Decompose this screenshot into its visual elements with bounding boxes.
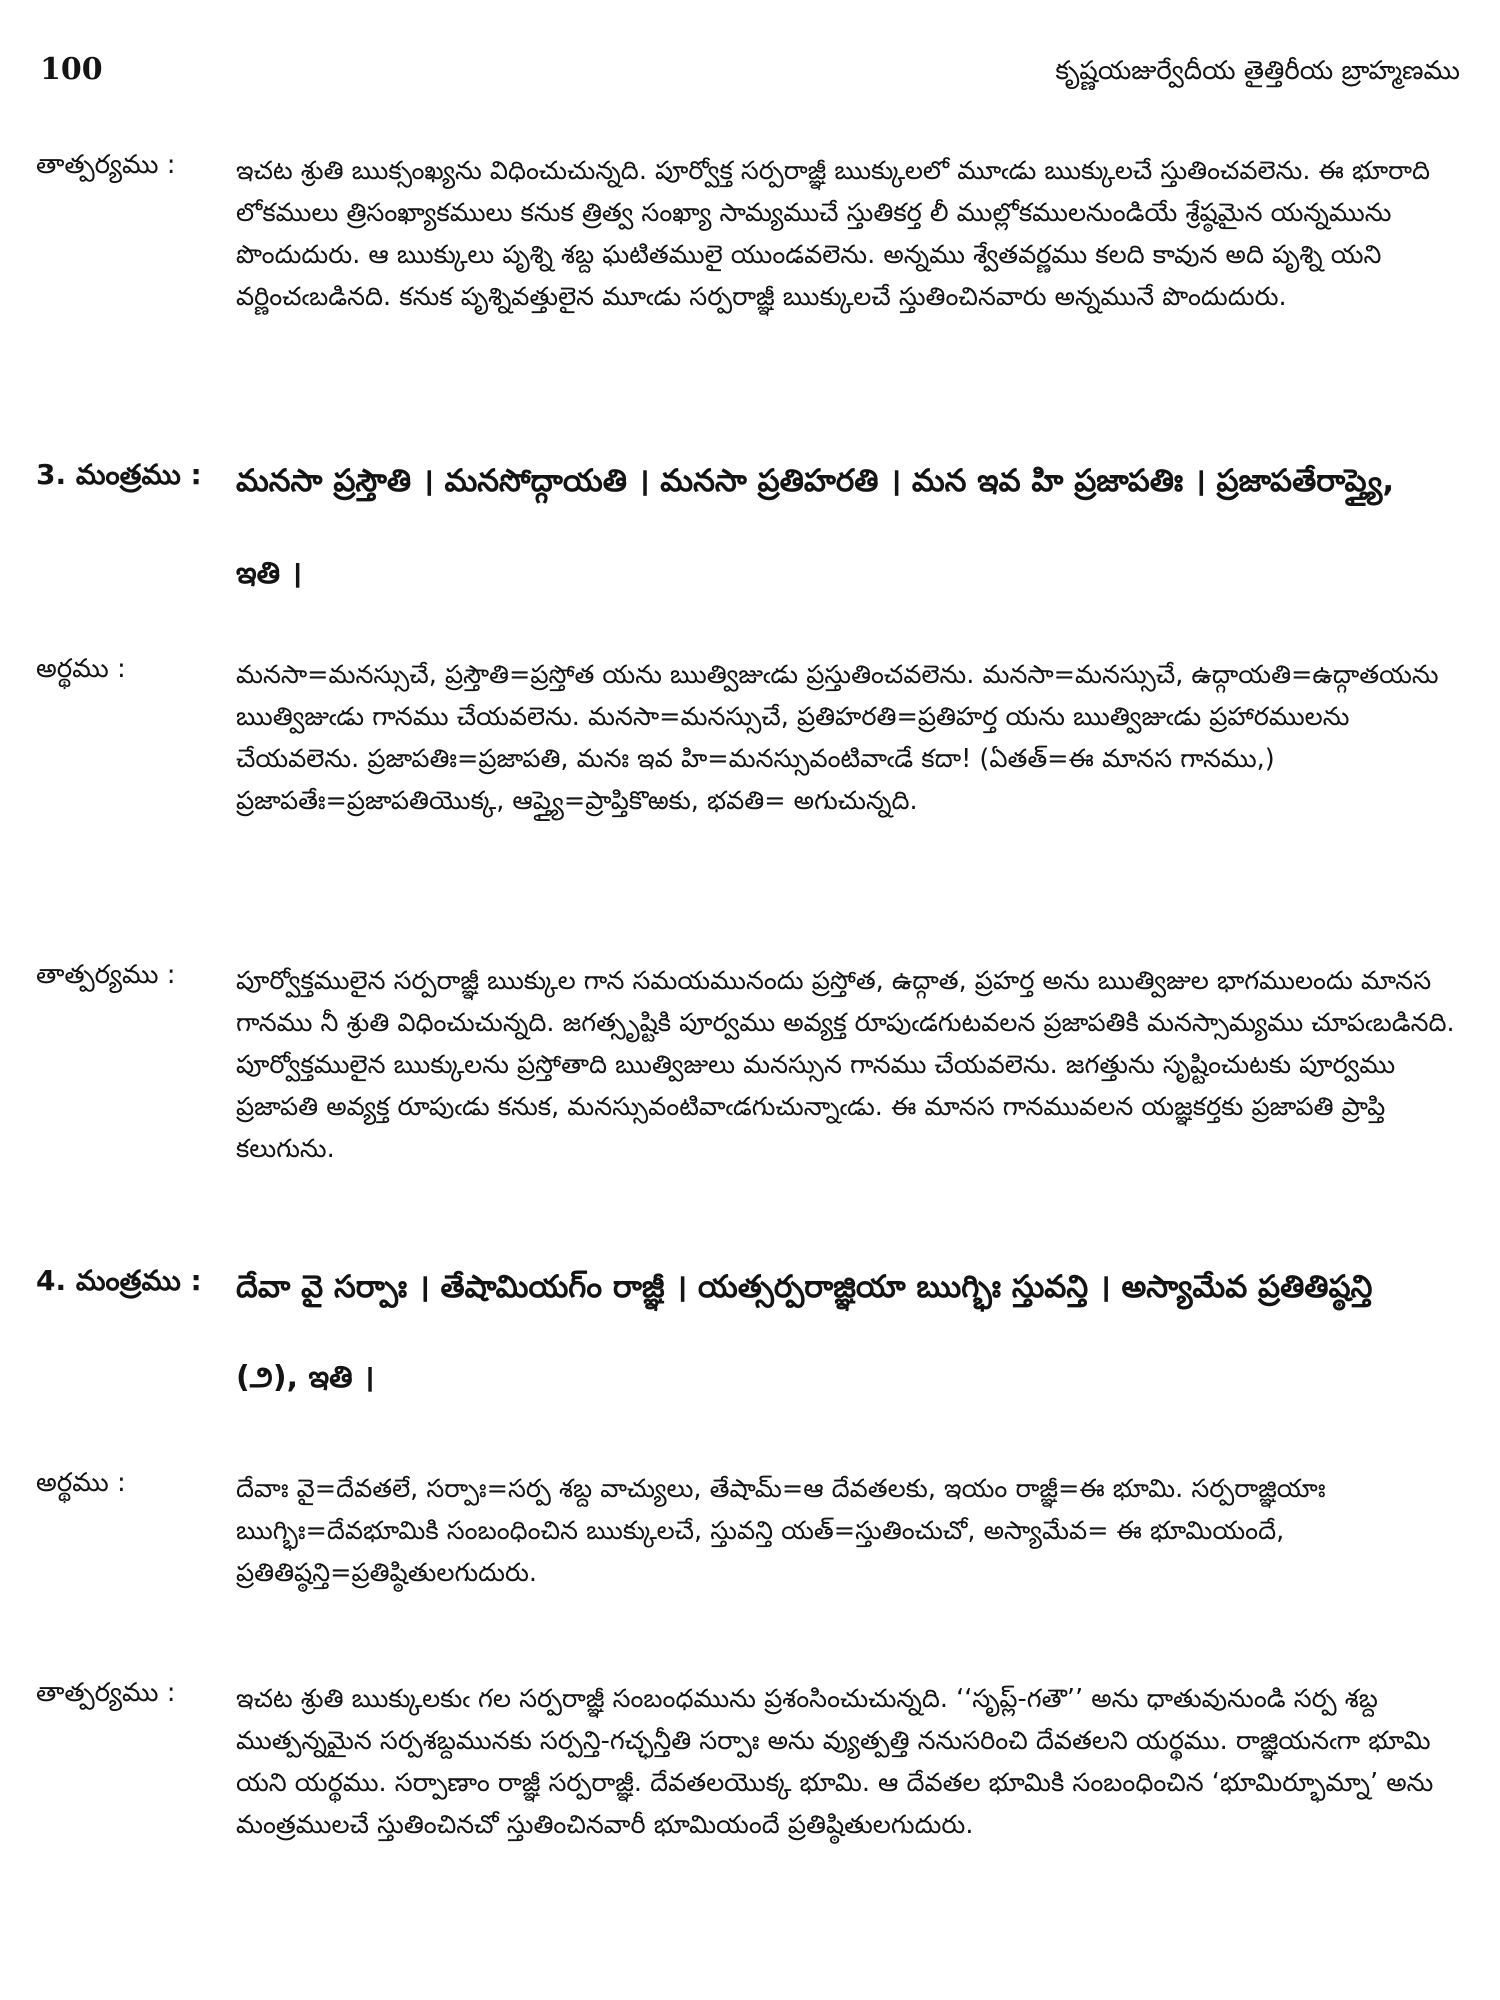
page-header xyxy=(40,52,1460,102)
mantra-4-section xyxy=(36,1264,1466,1402)
mantra-text-continuation: (౨), ఇతి । xyxy=(236,1360,375,1395)
mantra-text-continuation: ఇతి । xyxy=(236,556,302,591)
page-number: 100 xyxy=(40,52,103,87)
tatparyamu-section-1 xyxy=(36,150,1466,318)
section-text: ఇచట శ్రుతి ఋక్కులకుఁ గల సర్పరాజ్ఞీ సంబంధమును ప్రశంసించుచున్నది. ‘‘సృప్ల్-గతౌ’’ అను ధాతువునుండి సర్ప శబ్ద ముత్పన్నమైన సర్పశబ్దమునకు సర్పన్తి-గచ్ఛన్తీతి సర్పాః అను వ్యుత్పత్తి ననుసరించి దేవతలని యర్థము. రాజ్ఞియనఁగా భూమి యని యర్థము. సర్పాణాం రాజ్ఞీ సర్పరాజ్ఞీ. దేవతలయొక్క భూమి. ఆ దేవతల భూమికి సంబంధించిన ‘భూమిర్భూమ్నా’ అను మంత్రములచే స్తుతించినచో స్తుతించినవారీ భూమియందే ప్రతిష్ఠితులగుదురు. xyxy=(236,1684,1434,1840)
section-label: 3. మంత్రము : xyxy=(36,458,202,491)
section-label: తాత్పర్యము : xyxy=(36,1678,176,1708)
section-text: దేవాః వై=దేవతలే, సర్పాః=సర్ప శబ్ద వాచ్యులు, తేషామ్=ఆ దేవతలకు, ఇయం రాజ్ఞీ=ఈ భూమి. సర్పరాజ్ఞియాః ఋగ్భిః=దేవభూమికి సంబంధించిన ఋక్కులచే, స్తువన్తి యత్=స్తుతించుచో, అస్యామేవ= ఈ భూమియందే, ప్రతితిష్ఠన్తి=ప్రతిష్ఠితులగుదురు. xyxy=(236,1474,1326,1588)
mantra-3-section xyxy=(36,458,1466,598)
arthamu-section-2 xyxy=(36,1468,1466,1594)
section-label: తాత్పర్యము : xyxy=(36,150,176,180)
arthamu-section-1 xyxy=(36,654,1466,822)
running-title: కృష్ణయజుర్వేదీయ తైత్తిరీయ బ్రాహ్మణము xyxy=(1055,56,1460,86)
tatparyamu-section-3 xyxy=(36,1678,1466,1846)
tatparyamu-section-2 xyxy=(36,960,1466,1170)
section-label: 4. మంత్రము : xyxy=(36,1264,202,1297)
mantra-text: మనసా ప్రస్తౌతి । మనసోద్గాయతి । మనసా ప్రతిహరతి । మన ఇవ హి ప్రజాపతిః । ప్రజాపతేరాప్త్యై, xyxy=(236,463,1395,499)
section-text: పూర్వోక్తములైన సర్పరాజ్ఞీ ఋక్కుల గాన సమయమునందు ప్రస్తోత, ఉద్గాత, ప్రహర్త అను ఋత్విజుల భాగములందు మానస గానము నీ శ్రుతి విధించుచున్నది. జగత్సృష్టికి పూర్వము అవ్యక్త రూపుఁడగుటవలన ప్రజాపతికి మనస్సామ్యము చూపఁబడినది. పూర్వోక్తములైన ఋక్కులను ప్రస్తోతాది ఋత్విజులు మనస్సున గానము చేయవలెను. జగత్తును సృష్టించుటకు పూర్వము ప్రజాపతి అవ్యక్త రూపుఁడు కనుక, మనస్సువంటివాఁడగుచున్నాఁడు. ఈ మానస గానమువలన యజ్ఞకర్తకు ప్రజాపతి ప్రాప్తి కలుగును. xyxy=(236,966,1455,1164)
section-text: మనసా=మనస్సుచే, ప్రస్తౌతి=ప్రస్తోత యను ఋత్విజుఁడు ప్రస్తుతించవలెను. మనసా=మనస్సుచే, ఉద్గాయతి=ఉద్గాతయను ఋత్విజుఁడు గానము చేయవలెను. మనసా=మనస్సుచే, ప్రతిహరతి=ప్రతిహర్త యను ఋత్విజుఁడు ప్రహారములను చేయవలెను. ప్రజాపతిః=ప్రజాపతి, మనః ఇవ హి=మనస్సువంటివాఁడే కదా! (ఏతత్=ఈ మానస గానము,) ప్రజాపతేః=ప్రజాపతియొక్క, ఆప్త్యై=ప్రాప్తికొఱకు, భవతి= అగుచున్నది. xyxy=(236,660,1439,816)
section-label: తాత్పర్యము : xyxy=(36,960,176,990)
section-label: అర్థము : xyxy=(36,654,126,684)
section-label: అర్థము : xyxy=(36,1468,126,1498)
section-text: ఇచట శ్రుతి ఋక్సంఖ్యను విధించుచున్నది. పూర్వోక్త సర్పరాజ్ఞీ ఋక్కులలో మూఁడు ఋక్కులచే స్తుతించవలెను. ఈ భూరాది లోకములు త్రిసంఖ్యాకములు కనుక త్రిత్వ సంఖ్యా సామ్యముచే స్తుతికర్త లీ ముల్లోకములనుండియే శ్రేష్ఠమైన యన్నమును పొందుదురు. ఆ ఋక్కులు పృశ్ని శబ్ద ఘటితములై యుండవలెను. అన్నము శ్వేతవర్ణము కలది కావున అది పృశ్ని యని వర్ణించఁబడినది. కనుక పృశ్నివత్తులైన మూఁడు సర్పరాజ్ఞీ ఋక్కులచే స్తుతించినవారు అన్నమునే పొందుదురు. xyxy=(236,156,1431,312)
mantra-text: దేవా వై సర్పాః । తేషామియగ్ం రాజ్ఞీ । యత్సర్పరాజ్ఞియా ఋగ్భిః స్తువన్తి । అస్యామేవ ప్రతితిష్ఠన్తి xyxy=(236,1269,1373,1305)
